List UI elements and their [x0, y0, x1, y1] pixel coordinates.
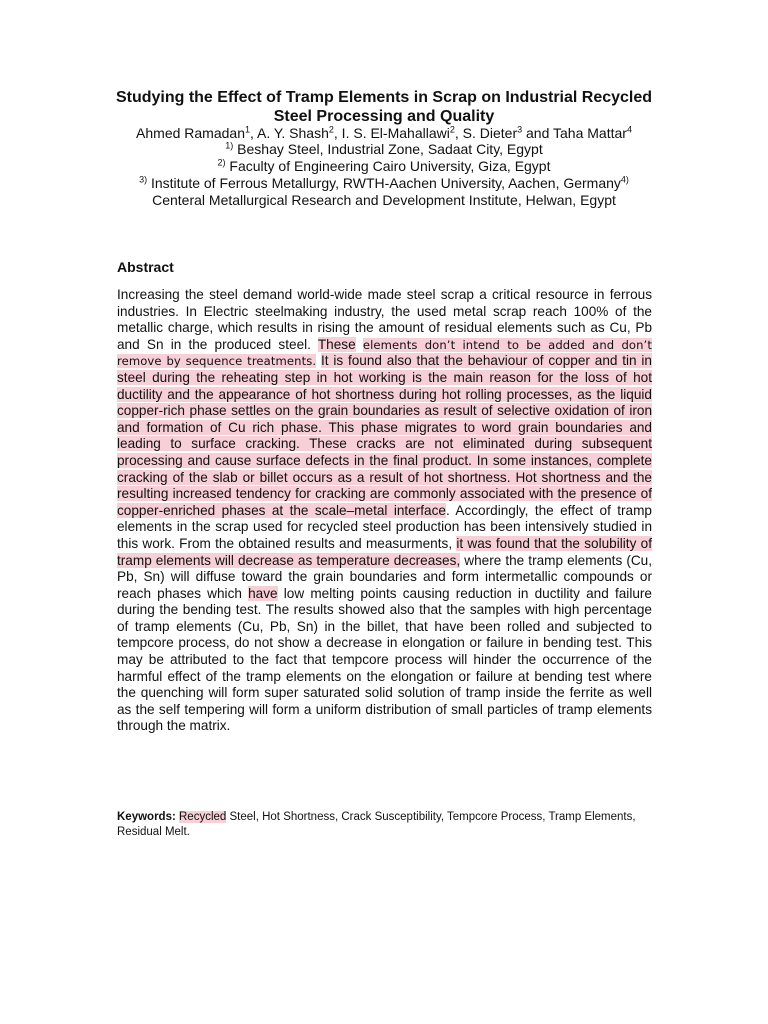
abstract-body — [117, 287, 652, 735]
affiliation-marker: 1) — [225, 140, 234, 151]
paper-title: Studying the Effect of Tramp Elements in Scrap on Industrial Recycled Steel Processing and Quality — [115, 89, 653, 125]
affiliation-line — [112, 158, 656, 175]
abstract-text: where the tramp elements (Cu, Pb, Sn) will diffuse toward the grain boundaries and form intermetallic compounds or reach phases which — [117, 552, 652, 601]
author-superscript: 4 — [626, 124, 632, 135]
affiliation-line — [112, 175, 656, 209]
highlighted-text: These — [317, 336, 356, 352]
affiliation-marker: 3) — [139, 174, 148, 185]
author-superscript: 2 — [449, 124, 455, 135]
highlighted-text: elements don’t intend to be added and don’t remove by sequence treatments. — [117, 337, 652, 369]
affiliation-marker: 2) — [217, 157, 226, 168]
highlighted-text: It is found also that the behaviour of copper and tin in steel during the reheating step in hot working is the main reason for the loss of hot ductility and the appearance of hot shortness during hot rolling processes, as the liquid copper-rich phase settles on the grain boundaries as result of selective oxidation of iron and formation of Cu rich phase. This phase migrates to word grain boundaries and leading to surface cracking. These cracks are not eliminated during subsequent processing and cause surface defects in the final product. In some instances, complete cracking of the slab or billet occurs as a result of hot shortness. Hot shortness and the resulting increased tendency for cracking are commonly associated with the presence of copper-enriched phases at the scale–metal interface — [117, 353, 652, 518]
author-name: and Taha Mattar — [522, 125, 627, 141]
author-superscript: 1 — [244, 124, 250, 135]
abstract-text: . Accordingly, the effect of tramp elements in the scrap used for recycled steel production has been intensively studied in this work. From the obtained results and measurments, — [117, 502, 652, 551]
keywords-text: Steel, Hot Shortness, Crack Susceptibility, Tempcore Process, Tramp Elements, Residual Melt. — [117, 811, 636, 838]
abstract-heading: Abstract — [117, 259, 174, 275]
author-name: , I. S. El-Mahallawi — [333, 125, 450, 141]
affiliation-text: Institute of Ferrous Metallurgy, RWTH-Aachen University, Aachen, Germany — [147, 175, 621, 191]
affiliation-list — [112, 141, 656, 209]
keywords-label: Keywords: — [117, 811, 176, 823]
affiliation-marker: 4) — [620, 174, 629, 185]
abstract-text: Increasing the steel demand world-wide made steel scrap a critical resource in ferrous industries. In Electric steelmaking industry, the used metal scrap reach 100% of the metallic charge, which results in rising the amount of residual elements such as Cu, Pb and Sn in the produced steel. — [117, 287, 652, 352]
highlighted-text: it was found that the solubility of tramp elements will decrease as temperature decreases, — [117, 535, 652, 568]
author-name: Ahmed Ramadan — [136, 125, 245, 141]
author-name: , A. Y. Shash — [250, 125, 329, 141]
abstract-text: low melting points causing reduction in ductility and failure during the bending test. The results showed also that the samples with high percentage of tramp elements (Cu, Pb, Sn) in the billet, that have been rolled and subjected to tempcore process, do not show a decrease in elongation or failure in bending test. This may be attributed to the fact that tempcore process will hinder the occurrence of the harmful effect of the tramp elements on the elongation or failure at bending test where the quenching will form super saturated solid solution of tramp inside the ferrite as well as the self tempering will form a uniform distribution of small particles of tramp elements through the matrix. — [117, 585, 652, 734]
affiliation-line — [112, 141, 656, 158]
author-superscript: 2 — [328, 124, 334, 135]
author-name: , S. Dieter — [454, 125, 518, 141]
affiliation-text: Beshay Steel, Industrial Zone, Sadaat City, Egypt — [233, 141, 543, 157]
affiliation-text: Centeral Metallurgical Research and Development Institute, Helwan, Egypt — [152, 192, 616, 208]
affiliation-text: Faculty of Engineering Cairo University, Giza, Egypt — [225, 158, 551, 174]
author-superscript: 3 — [517, 124, 523, 135]
author-list — [112, 125, 656, 142]
highlighted-text: have — [248, 585, 278, 601]
keywords — [117, 810, 657, 840]
highlighted-text: Recycled — [179, 811, 227, 823]
